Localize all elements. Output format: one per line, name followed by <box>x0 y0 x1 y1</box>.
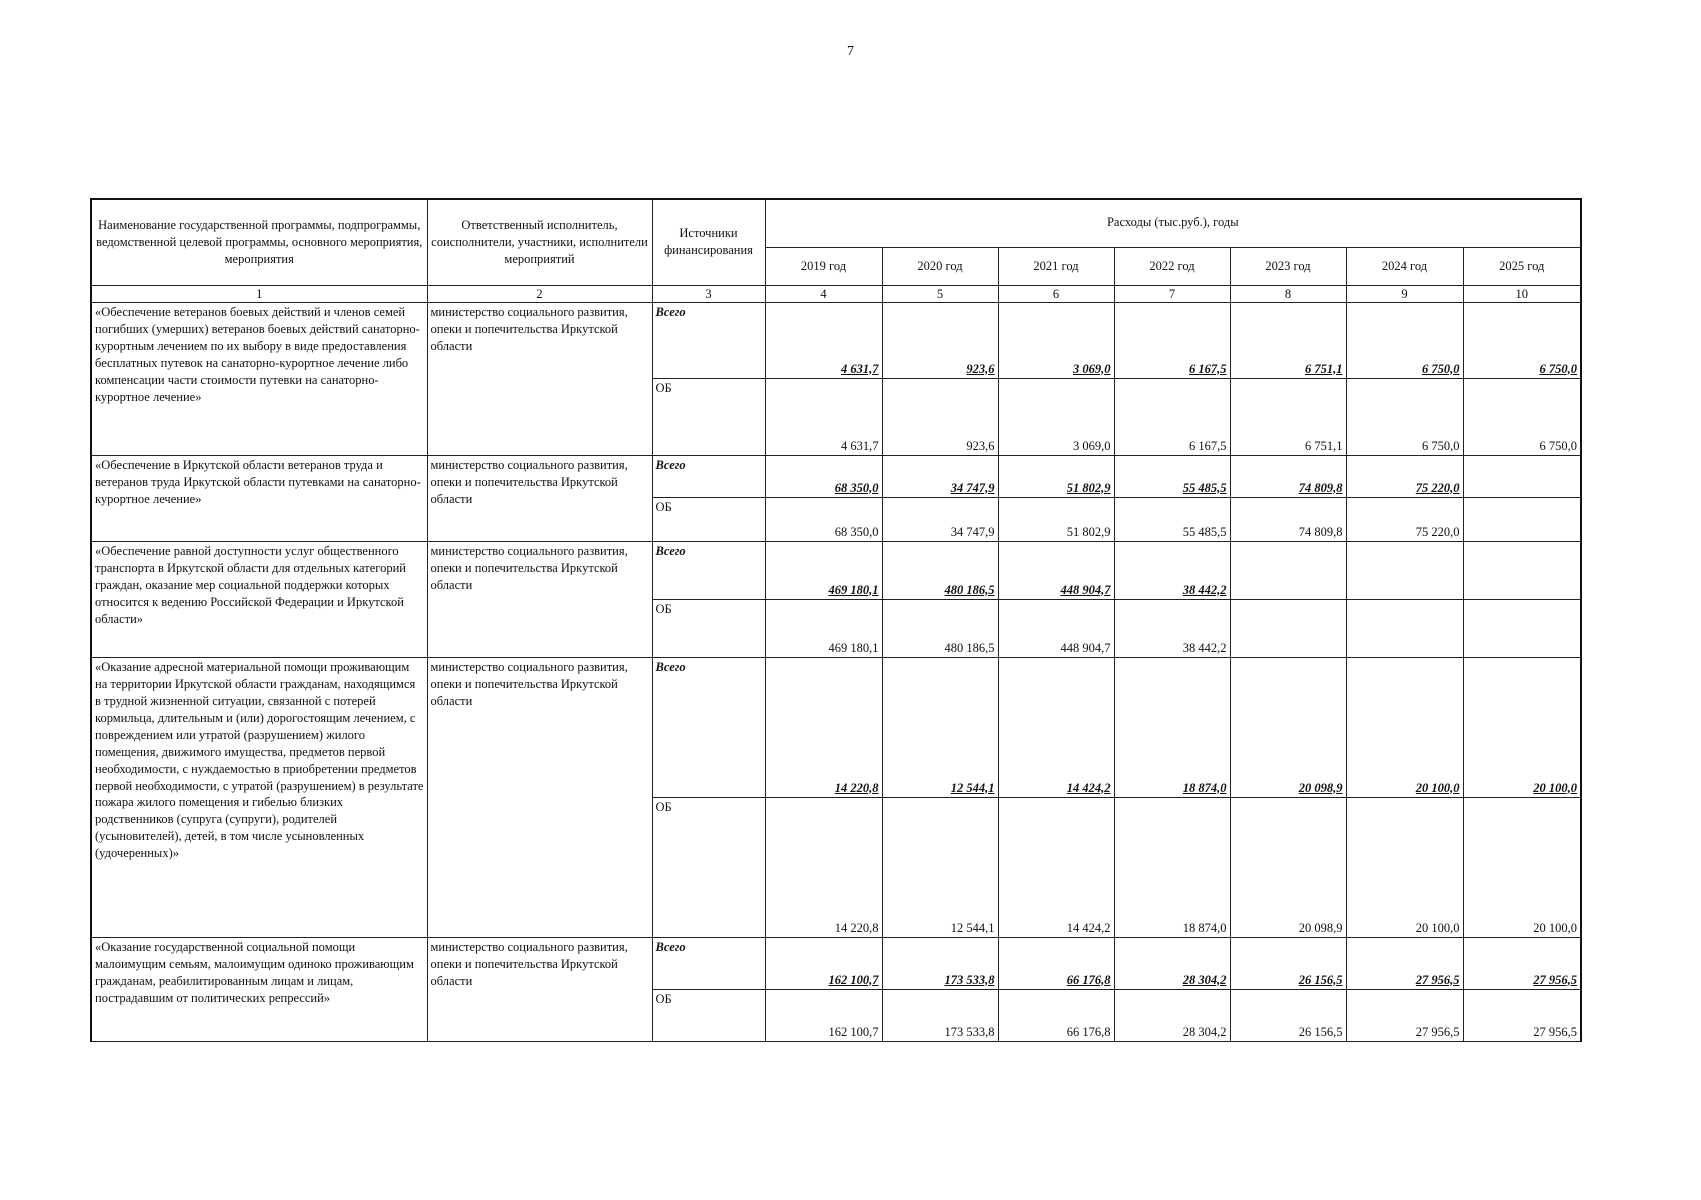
table-row <box>91 456 1581 498</box>
total-value: 6 750,0 <box>1346 303 1463 379</box>
total-value: 27 956,5 <box>1346 938 1463 990</box>
header-year: 2020 год <box>882 247 998 285</box>
total-value: 6 750,0 <box>1463 303 1581 379</box>
ob-value: 6 750,0 <box>1346 379 1463 456</box>
column-number: 8 <box>1230 285 1346 303</box>
total-value: 18 874,0 <box>1114 658 1230 798</box>
source-ob-label: ОБ <box>652 498 765 542</box>
total-value: 480 186,5 <box>882 542 998 600</box>
total-value: 469 180,1 <box>765 542 882 600</box>
ob-value: 34 747,9 <box>882 498 998 542</box>
total-value: 74 809,8 <box>1230 456 1346 498</box>
table-row <box>91 542 1581 600</box>
total-value: 173 533,8 <box>882 938 998 990</box>
ob-value: 6 167,5 <box>1114 379 1230 456</box>
header-year: 2021 год <box>998 247 1114 285</box>
ob-value: 480 186,5 <box>882 600 998 658</box>
executor: министерство социального развития, опеки и попечительства Иркутской области <box>427 542 652 658</box>
source-total-label: Всего <box>652 456 765 498</box>
total-value: 55 485,5 <box>1114 456 1230 498</box>
header-executor-column: Ответственный исполнитель, соисполнители, участники, исполнители мероприятий <box>427 199 652 285</box>
source-ob-label: ОБ <box>652 379 765 456</box>
source-ob-label: ОБ <box>652 990 765 1042</box>
total-value: 12 544,1 <box>882 658 998 798</box>
column-number: 3 <box>652 285 765 303</box>
page-number: 7 <box>847 44 854 59</box>
ob-value: 14 424,2 <box>998 798 1114 938</box>
header-year: 2022 год <box>1114 247 1230 285</box>
ob-value: 3 069,0 <box>998 379 1114 456</box>
source-total-label: Всего <box>652 938 765 990</box>
ob-value: 26 156,5 <box>1230 990 1346 1042</box>
executor: министерство социального развития, опеки и попечительства Иркутской области <box>427 303 652 456</box>
table-row <box>91 658 1581 798</box>
header-year: 2019 год <box>765 247 882 285</box>
total-value: 28 304,2 <box>1114 938 1230 990</box>
total-value: 26 156,5 <box>1230 938 1346 990</box>
executor: министерство социального развития, опеки и попечительства Иркутской области <box>427 938 652 1042</box>
total-value <box>1463 542 1581 600</box>
total-value: 4 631,7 <box>765 303 882 379</box>
ob-value: 923,6 <box>882 379 998 456</box>
measure-name: «Обеспечение в Иркутской области ветеранов труда и ветеранов труда Иркутской области путевками на санаторно-курортное лечение» <box>91 456 427 542</box>
column-number: 7 <box>1114 285 1230 303</box>
ob-value: 12 544,1 <box>882 798 998 938</box>
total-value: 34 747,9 <box>882 456 998 498</box>
total-value: 6 167,5 <box>1114 303 1230 379</box>
ob-value: 14 220,8 <box>765 798 882 938</box>
ob-value: 55 485,5 <box>1114 498 1230 542</box>
ob-value: 75 220,0 <box>1346 498 1463 542</box>
total-value: 27 956,5 <box>1463 938 1581 990</box>
total-value: 3 069,0 <box>998 303 1114 379</box>
total-value: 68 350,0 <box>765 456 882 498</box>
ob-value: 18 874,0 <box>1114 798 1230 938</box>
ob-value: 66 176,8 <box>998 990 1114 1042</box>
source-ob-label: ОБ <box>652 798 765 938</box>
total-value: 51 802,9 <box>998 456 1114 498</box>
column-number: 4 <box>765 285 882 303</box>
header-source-column: Источники финансирования <box>652 199 765 285</box>
source-ob-label: ОБ <box>652 600 765 658</box>
ob-value: 6 750,0 <box>1463 379 1581 456</box>
ob-value: 27 956,5 <box>1463 990 1581 1042</box>
source-total-label: Всего <box>652 658 765 798</box>
header-year: 2025 год <box>1463 247 1581 285</box>
ob-value: 20 100,0 <box>1346 798 1463 938</box>
ob-value <box>1230 600 1346 658</box>
total-value: 6 751,1 <box>1230 303 1346 379</box>
executor: министерство социального развития, опеки и попечительства Иркутской области <box>427 658 652 938</box>
table-row <box>91 303 1581 379</box>
header-year: 2023 год <box>1230 247 1346 285</box>
measure-name: «Обеспечение равной доступности услуг общественного транспорта в Иркутской области для отдельных категорий граждан, оказание мер социальной поддержки которых относится к ведению Российской Федерации и Иркутской области» <box>91 542 427 658</box>
ob-value: 173 533,8 <box>882 990 998 1042</box>
measure-name: «Оказание адресной материальной помощи проживающим на территории Иркутской области гражданам, находящимся в трудной жизненной ситуации, связанной с потерей кормильца, длительным и (или) дорогостоящим лечением, с повреждением или утратой (разрушением) жилого помещения, движимого имущества, предметов первой необходимости, с нуждаемостью в приобретении предметов первой необходимости, с утратой (разрушением) в результате пожара жилого помещения и гибелью близких родственников (супруга (супруги), родителей (усыновителей), детей, в том числе усыновленных (удочеренных)» <box>91 658 427 938</box>
total-value <box>1463 456 1581 498</box>
total-value <box>1230 542 1346 600</box>
ob-value: 6 751,1 <box>1230 379 1346 456</box>
column-number: 2 <box>427 285 652 303</box>
total-value: 14 424,2 <box>998 658 1114 798</box>
total-value: 66 176,8 <box>998 938 1114 990</box>
total-value: 14 220,8 <box>765 658 882 798</box>
ob-value: 20 098,9 <box>1230 798 1346 938</box>
ob-value: 469 180,1 <box>765 600 882 658</box>
column-number: 1 <box>91 285 427 303</box>
measure-name: «Оказание государственной социальной помощи малоимущим семьям, малоимущим одиноко проживающим гражданам, реабилитированным лицам и лицам, пострадавшим от политических репрессий» <box>91 938 427 1042</box>
ob-value: 27 956,5 <box>1346 990 1463 1042</box>
ob-value: 448 904,7 <box>998 600 1114 658</box>
ob-value: 28 304,2 <box>1114 990 1230 1042</box>
ob-value <box>1463 498 1581 542</box>
ob-value: 4 631,7 <box>765 379 882 456</box>
total-value: 20 098,9 <box>1230 658 1346 798</box>
table-body <box>91 303 1581 1042</box>
ob-value: 68 350,0 <box>765 498 882 542</box>
total-value: 923,6 <box>882 303 998 379</box>
column-number: 10 <box>1463 285 1581 303</box>
header-year: 2024 год <box>1346 247 1463 285</box>
ob-value: 51 802,9 <box>998 498 1114 542</box>
ob-value <box>1463 600 1581 658</box>
ob-value <box>1346 600 1463 658</box>
total-value: 38 442,2 <box>1114 542 1230 600</box>
executor: министерство социального развития, опеки и попечительства Иркутской области <box>427 456 652 542</box>
total-value: 20 100,0 <box>1463 658 1581 798</box>
total-value: 75 220,0 <box>1346 456 1463 498</box>
total-value <box>1346 542 1463 600</box>
ob-value: 162 100,7 <box>765 990 882 1042</box>
ob-value: 74 809,8 <box>1230 498 1346 542</box>
total-value: 448 904,7 <box>998 542 1114 600</box>
ob-value: 20 100,0 <box>1463 798 1581 938</box>
ob-value: 38 442,2 <box>1114 600 1230 658</box>
budget-table <box>90 198 1582 1042</box>
column-number: 6 <box>998 285 1114 303</box>
measure-name: «Обеспечение ветеранов боевых действий и членов семей погибших (умерших) ветеранов боевых действий санаторно-курортным лечением по их выбору в виде предоставления бесплатных путевок на санаторно-курортное лечение либо компенсации части стоимости путевки на санаторно-курортное лечение» <box>91 303 427 456</box>
source-total-label: Всего <box>652 542 765 600</box>
column-number: 9 <box>1346 285 1463 303</box>
source-total-label: Всего <box>652 303 765 379</box>
column-number: 5 <box>882 285 998 303</box>
total-value: 20 100,0 <box>1346 658 1463 798</box>
header-expenses-group: Расходы (тыс.руб.), годы <box>765 199 1581 247</box>
table-row <box>91 938 1581 990</box>
header-name-column: Наименование государственной программы, подпрограммы, ведомственной целевой программы, основного мероприятия, мероприятия <box>91 199 427 285</box>
total-value: 162 100,7 <box>765 938 882 990</box>
